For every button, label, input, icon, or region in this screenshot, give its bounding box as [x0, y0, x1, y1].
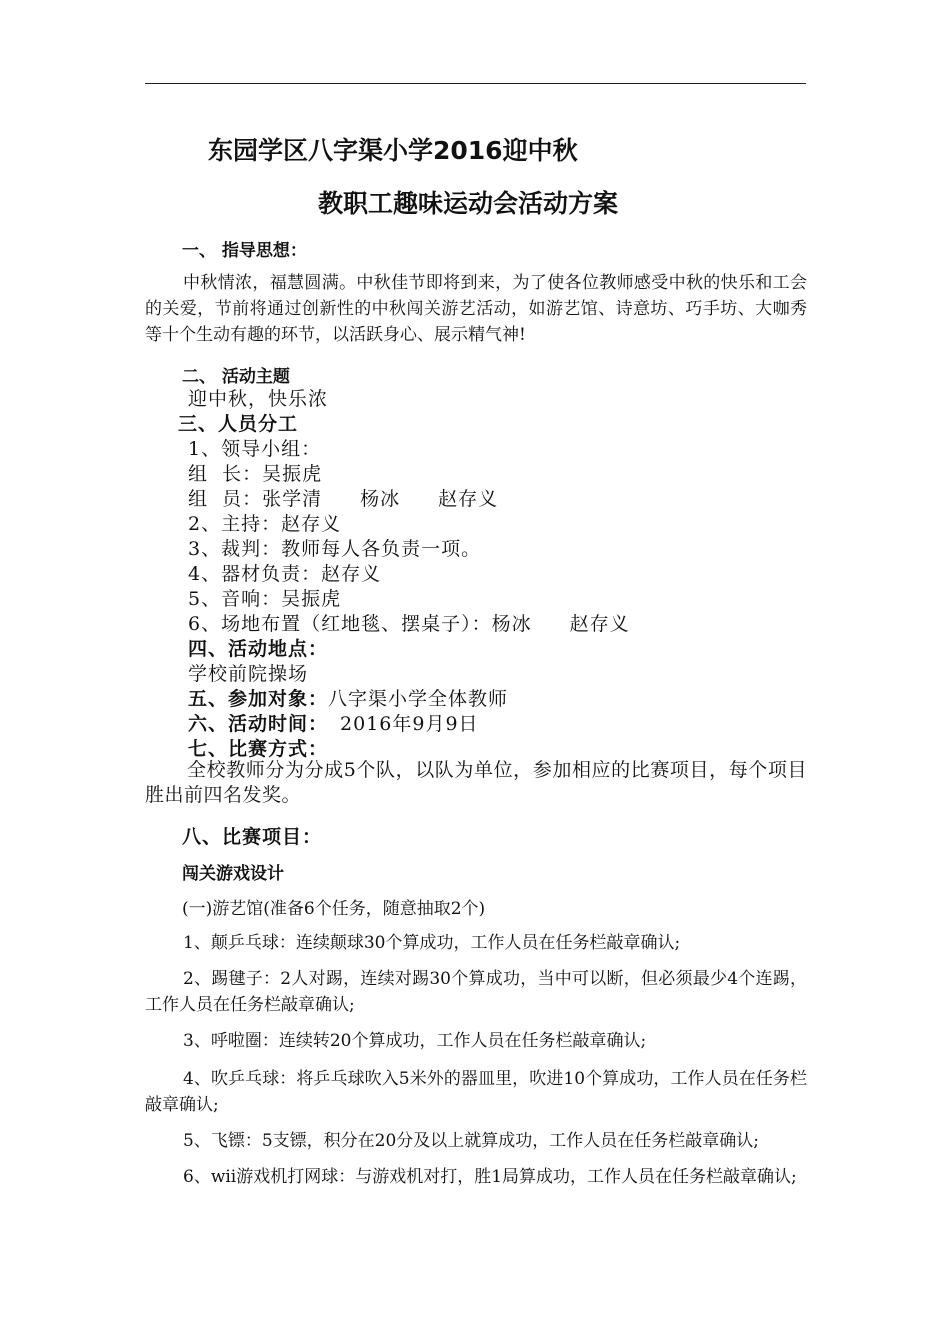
section-1-heading: 一、 指导思想：	[182, 241, 307, 261]
section-1-body: 中秋情浓，福慧圆满。中秋佳节即将到来，为了使各位教师感受中秋的快乐和工会的关爱，节前将通过创新性的中秋闯关游艺活动，如游艺馆、诗意坊、巧手坊、大咖秀等十个生动有趣的环节，以活跃身心、展示精气神!	[145, 273, 807, 345]
section-6-body: 2016年9月9日	[340, 713, 479, 735]
section-7-heading: 七、比赛方式：	[188, 738, 329, 760]
section-8-heading: 八、比赛项目：	[182, 826, 323, 848]
leader-label: 组 长：	[188, 463, 263, 485]
leader-line	[188, 459, 322, 486]
leader-group: 1、领导小组：	[188, 438, 322, 460]
list-item: 5、飞镖：5支镖，积分在20分及以上就算成功，工作人员在任务栏敲章确认;	[183, 1131, 759, 1151]
section-4-body: 学校前院操场	[188, 663, 309, 685]
section-5-line	[188, 684, 508, 711]
list-item: 2、踢毽子：2人对踢，连续对踢30个算成功，当中可以断，但必须最少4个连踢，工作人员在任务栏敲章确认;	[145, 969, 807, 1015]
section-6-heading: 六、活动时间：	[188, 713, 329, 735]
section-5-body: 八字渠小学全体教师	[328, 688, 509, 710]
member-line	[188, 484, 498, 511]
member-2: 杨冰	[360, 488, 401, 510]
header-rule	[145, 83, 806, 84]
section-6-line	[188, 709, 479, 736]
section-7-body: 全校教师分为分成5个队，以队为单位，参加相应的比赛项目，每个项目胜出前四名发奖。	[145, 759, 807, 806]
section-5-heading: 五、参加对象：	[188, 688, 329, 710]
section-4-heading: 四、活动地点：	[188, 638, 329, 660]
section-3-heading: 三、人员分工	[178, 413, 299, 435]
section-2-body: 迎中秋，快乐浓	[188, 388, 329, 410]
list-item: 3、呼啦圈：连续转20个算成功，工作人员在任务栏敲章确认;	[183, 1031, 647, 1051]
host-line: 2、主持：赵存义	[188, 513, 342, 535]
section-2-heading: 二、 活动主题	[182, 367, 290, 387]
list-item: 4、吹乒乓球：将乒乓球吹入5米外的器皿里，吹进10个算成功，工作人员在任务栏敲章确认;	[145, 1069, 807, 1115]
sound-line: 5、音响：吴振虎	[188, 588, 342, 610]
judge-line: 3、裁判：教师每人各负责一项。	[188, 538, 482, 560]
venue-setup: 6、场地布置（红地毯、摆桌子）：杨冰	[188, 613, 532, 635]
list-item: 6、wii游戏机打网球：与游戏机对打，胜1局算成功，工作人员在任务栏敲章确认;	[183, 1167, 797, 1187]
member-3: 赵存义	[438, 488, 499, 510]
member-1: 张学清	[262, 488, 323, 510]
list-item: 1、颠乒乓球：连续颠球30个算成功，工作人员在任务栏敲章确认;	[183, 933, 681, 953]
leader-value: 吴振虎	[262, 463, 323, 485]
group-1-title: (一)游艺馆(准备6个任务，随意抽取2个)	[182, 899, 486, 919]
member-label: 组 员：	[188, 488, 263, 510]
venue-setup-extra: 赵存义	[569, 613, 630, 635]
section-8-subheading: 闯关游戏设计	[182, 864, 284, 884]
equipment-line: 4、器材负责：赵存义	[188, 563, 382, 585]
title-line-1: 东园学区八字渠小学2016迎中秋	[208, 136, 578, 165]
title-line-2: 教职工趣味运动会活动方案	[318, 189, 619, 218]
venue-setup-line	[188, 609, 630, 636]
